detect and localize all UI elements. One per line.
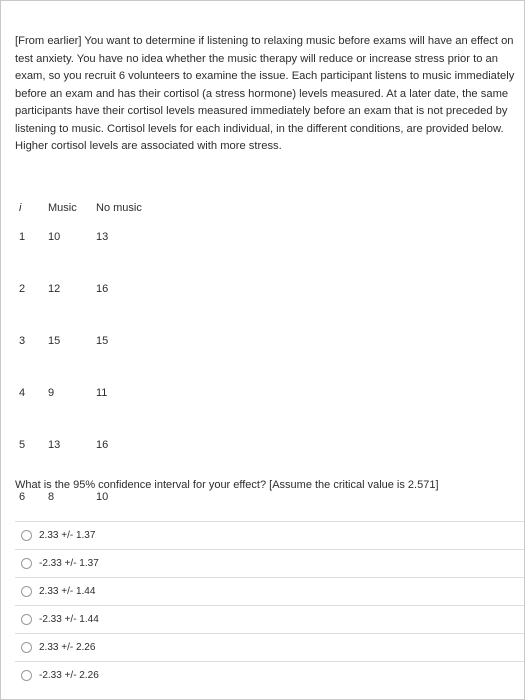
answer-option-label: -2.33 +/- 1.37 (39, 558, 99, 569)
row-index: 5 (19, 439, 26, 451)
row-index: 3 (19, 335, 26, 347)
row-no-music-value: 11 (96, 387, 108, 399)
radio-button[interactable] (21, 530, 32, 541)
row-music-value: 8 (48, 491, 55, 503)
table-row (15, 375, 156, 427)
radio-button[interactable] (21, 642, 32, 653)
row-index: 1 (19, 231, 26, 243)
row-music-value: 12 (48, 283, 61, 295)
answer-option-1[interactable] (15, 521, 524, 549)
answer-option-5[interactable] (15, 633, 524, 661)
row-music-value: 13 (48, 439, 61, 451)
table-row (15, 427, 156, 479)
row-no-music-value: 10 (96, 491, 109, 503)
row-music-value: 9 (48, 387, 55, 399)
header-no-music: No music (96, 202, 142, 214)
answer-option-label: 2.33 +/- 2.26 (39, 642, 96, 653)
row-index: 6 (19, 491, 26, 503)
answer-option-6[interactable] (15, 661, 524, 689)
radio-button[interactable] (21, 614, 32, 625)
answer-option-3[interactable] (15, 577, 524, 605)
row-index: 4 (19, 387, 26, 399)
row-music-value: 15 (48, 335, 61, 347)
table-row (15, 271, 156, 323)
radio-button[interactable] (21, 670, 32, 681)
row-no-music-value: 15 (96, 335, 109, 347)
answer-option-2[interactable] (15, 549, 524, 577)
row-index: 2 (19, 283, 26, 295)
row-no-music-value: 16 (96, 283, 109, 295)
radio-button[interactable] (21, 558, 32, 569)
question-text: [From earlier] You want to determine if listening to relaxing music before exams will have an effect on test anxiety. You have no idea whether the music therapy will reduce or increase stress prior to an exam, so you recruit 6 volunteers to examine the issue. Each participant listens to music immediately before an exam and has their cortisol (a stress hormone) levels measured. At a later date, the same participants have their cortisol levels measured immediately before an exam that is not preceded by listening to music. Cortisol levels for each individual, in the different conditions, are provided below. Higher cortisol levels are associated with more stress. (15, 35, 515, 152)
radio-button[interactable] (21, 586, 32, 597)
header-index: i (19, 202, 22, 214)
table-row (15, 219, 156, 271)
answer-options (15, 521, 524, 689)
row-no-music-value: 13 (96, 231, 109, 243)
row-no-music-value: 16 (96, 439, 109, 451)
answer-option-label: 2.33 +/- 1.37 (39, 530, 96, 541)
table-header-row (15, 197, 156, 219)
header-music: Music (48, 202, 77, 214)
table-row (15, 323, 156, 375)
answer-option-label: 2.33 +/- 1.44 (39, 586, 96, 597)
answer-option-label: -2.33 +/- 2.26 (39, 670, 99, 681)
question-prompt: What is the 95% confidence interval for your effect? [Assume the critical value is 2.571] (15, 479, 439, 491)
row-music-value: 10 (48, 231, 61, 243)
answer-option-label: -2.33 +/- 1.44 (39, 614, 99, 625)
answer-option-4[interactable] (15, 605, 524, 633)
